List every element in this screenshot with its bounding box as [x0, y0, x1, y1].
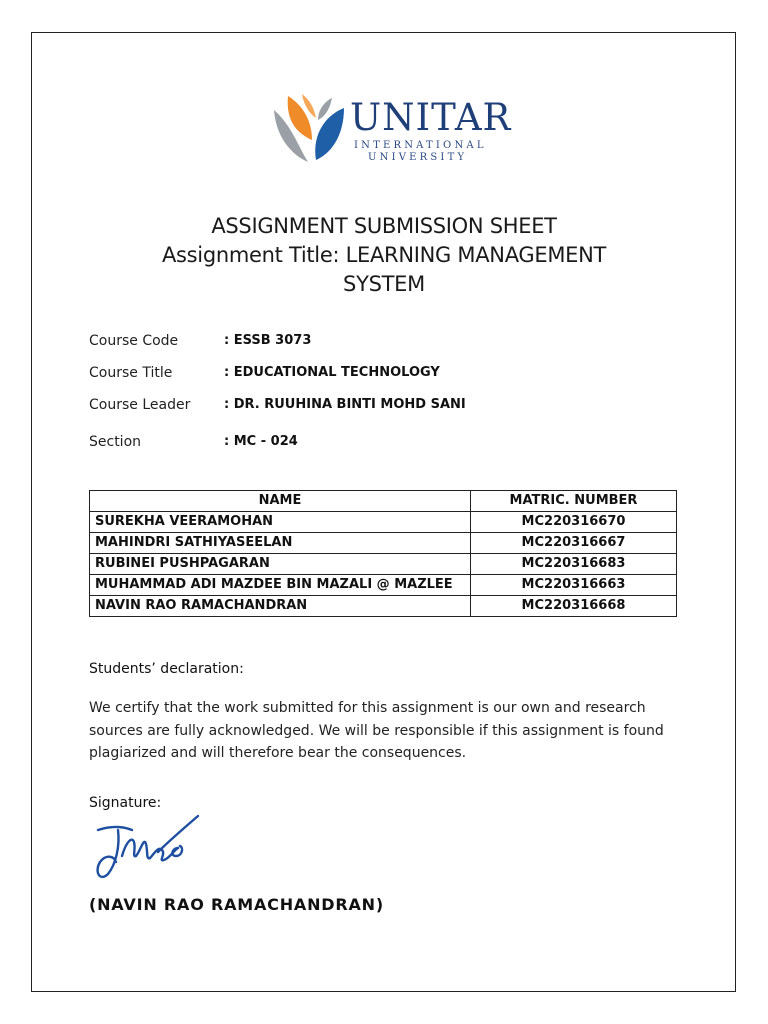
course-title-label: Course Title — [89, 365, 173, 381]
handwritten-signature-icon — [92, 812, 204, 884]
title-line-3: SYSTEM — [343, 272, 425, 296]
title-line-2: Assignment Title: LEARNING MANAGEMENT — [161, 243, 607, 267]
signer-name: (NAVIN RAO RAMACHANDRAN) — [89, 895, 384, 914]
leaf-emblem-icon — [272, 92, 350, 170]
matric-number: MC220316667 — [471, 533, 677, 554]
course-leader-value: : DR. RUUHINA BINTI MOHD SANI — [224, 397, 466, 412]
student-name: MAHINDRI SATHIYASEELAN — [90, 533, 471, 554]
matric-number: MC220316663 — [471, 575, 677, 596]
table-row — [90, 512, 677, 533]
logo-subtitle-international: INTERNATIONAL — [354, 140, 487, 151]
declaration-body: We certify that the work submitted for this assignment is our own and research sources are fully acknowledged. We will be responsible if this assignment is found plagiarized and will therefore bear the consequences. — [89, 700, 664, 761]
table-header-row — [90, 491, 677, 512]
student-name: SUREKHA VEERAMOHAN — [90, 512, 471, 533]
matric-column-header: MATRIC. NUMBER — [471, 491, 677, 512]
course-code-label: Course Code — [89, 333, 179, 349]
student-name: MUHAMMAD ADI MAZDEE BIN MAZALI @ MAZLEE — [90, 575, 471, 596]
section-value: : MC - 024 — [224, 434, 298, 449]
course-code-value: : ESSB 3073 — [224, 333, 312, 348]
student-name: RUBINEI PUSHPAGARAN — [90, 554, 471, 575]
table-row — [90, 533, 677, 554]
course-title-value: : EDUCATIONAL TECHNOLOGY — [224, 365, 440, 380]
section-label: Section — [89, 434, 142, 450]
students-table — [89, 490, 677, 617]
course-leader-label: Course Leader — [89, 397, 191, 413]
matric-number: MC220316668 — [471, 596, 677, 617]
declaration-title: Students’ declaration: — [89, 661, 244, 677]
signature-label: Signature: — [89, 795, 162, 811]
matric-number: MC220316670 — [471, 512, 677, 533]
student-name: NAVIN RAO RAMACHANDRAN — [90, 596, 471, 617]
table-row — [90, 596, 677, 617]
table-row — [90, 575, 677, 596]
unitar-logo — [272, 92, 512, 170]
logo-wordmark: UNITAR — [350, 96, 512, 139]
document-title — [80, 212, 688, 299]
logo-subtitle-university: UNIVERSITY — [368, 152, 468, 163]
matric-number: MC220316683 — [471, 554, 677, 575]
title-line-1: ASSIGNMENT SUBMISSION SHEET — [211, 214, 557, 238]
name-column-header: NAME — [90, 491, 471, 512]
table-row — [90, 554, 677, 575]
